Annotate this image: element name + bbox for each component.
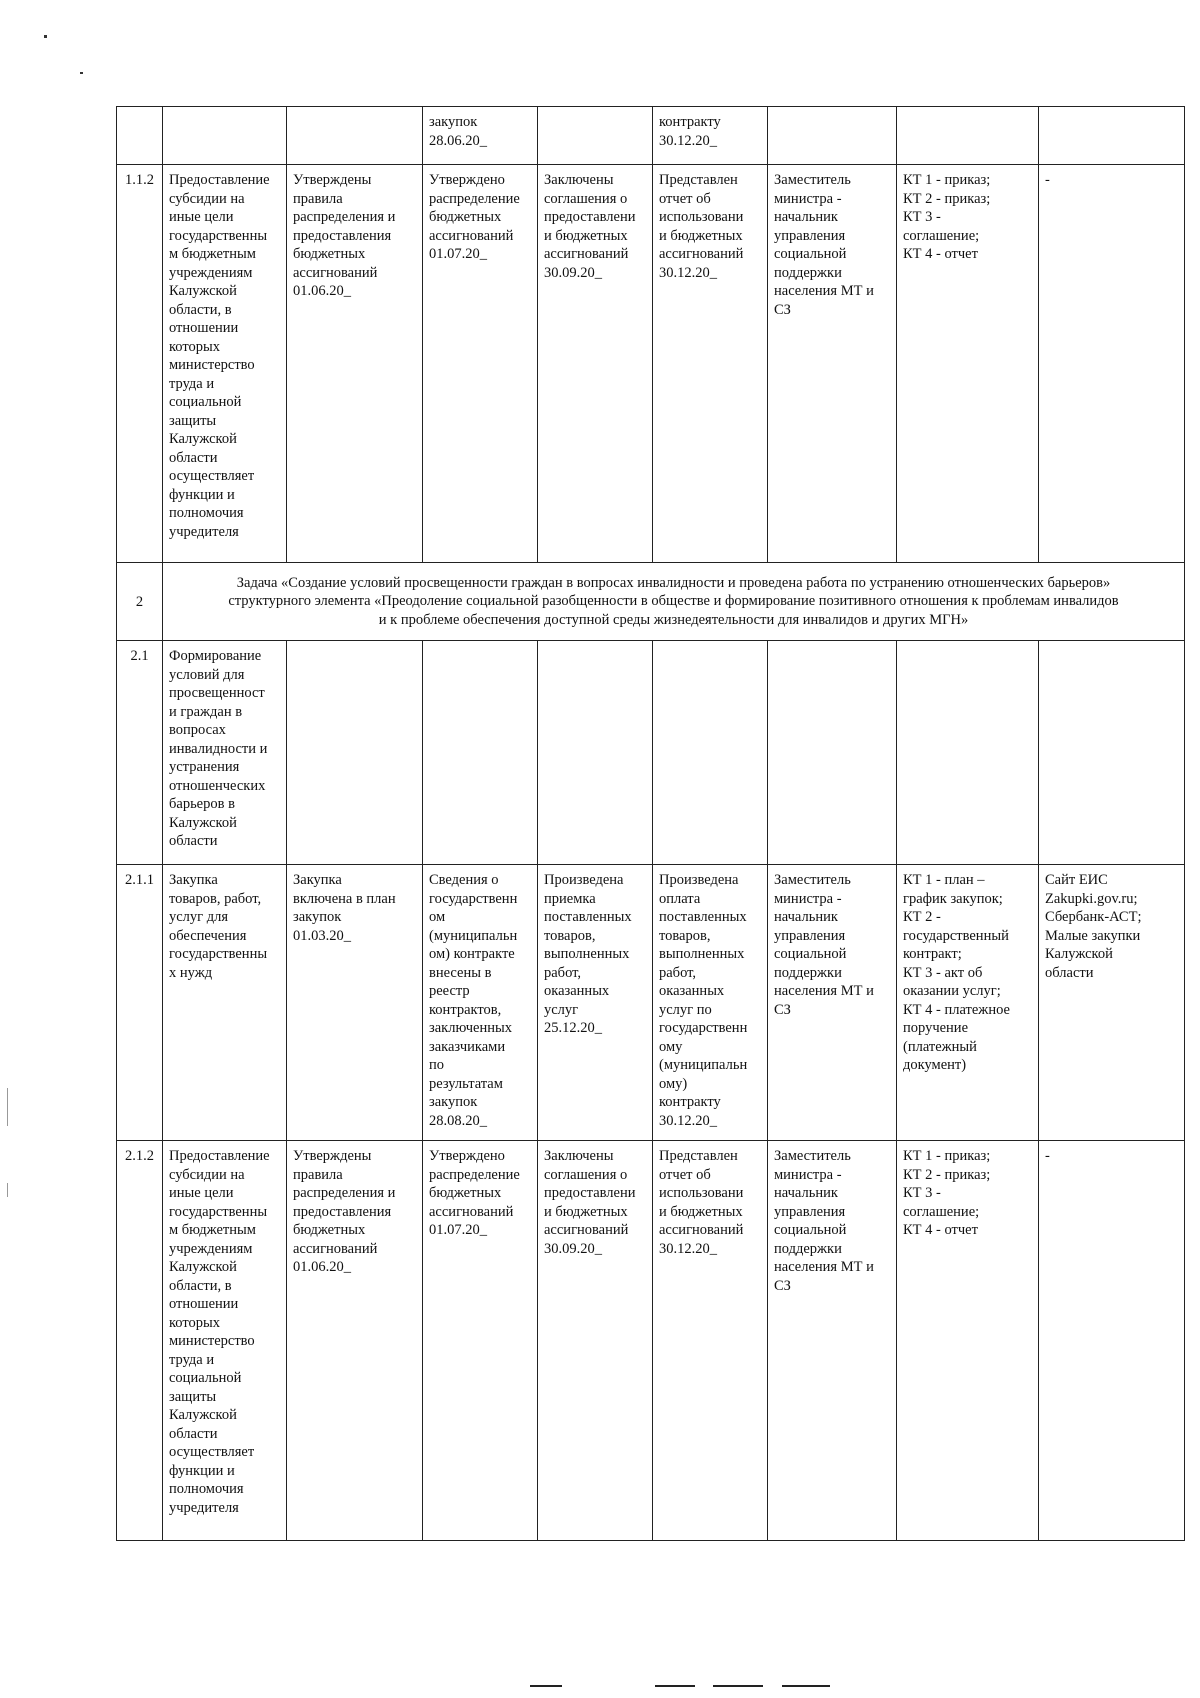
cell-num: 1.1.2 [117, 165, 163, 563]
cell-responsible [768, 107, 897, 165]
cell-line: Произведена [659, 872, 739, 888]
cell-line: Калужской [169, 283, 237, 299]
cell-line: закупок [429, 114, 478, 130]
cell-kt1 [287, 107, 423, 165]
cell-kt4 [653, 641, 768, 865]
cell-line: бюджетных [429, 1185, 502, 1201]
cell-docs [897, 641, 1039, 865]
cell-line: КТ 3 - [903, 1185, 941, 1201]
cell-line: государственный [903, 927, 1009, 944]
cell-line: труда и [169, 375, 215, 392]
cell-line: ассигнований [659, 1222, 744, 1238]
cell-line: полномочия [169, 505, 244, 521]
cell-docs [897, 107, 1039, 165]
cell-line: социальной [774, 246, 847, 262]
cell-line: контракту [659, 1094, 721, 1110]
cell-line: государственн [429, 890, 518, 907]
cell-line: соглашения о [544, 1166, 628, 1183]
cell-kt3 [538, 865, 653, 1141]
cell-line: социальной [169, 1370, 242, 1386]
cell-line: правила [293, 1166, 343, 1183]
cell-kt3 [538, 107, 653, 165]
cell-line: Утверждены [293, 172, 372, 188]
cell-line: 30.12.20_ [659, 264, 717, 281]
cell-line: Утверждено [429, 172, 505, 188]
cell-line: социальной [774, 1222, 847, 1238]
cell-line: заключенных [429, 1020, 512, 1036]
cell-line: оказанных [659, 983, 725, 999]
cell-line: ассигнований [293, 1240, 378, 1257]
task-description [163, 563, 1185, 641]
cell-line: государственны [169, 946, 268, 962]
cell-name [163, 865, 287, 1141]
cell-line: начальник [774, 209, 838, 225]
cell-line: осуществляет [169, 1444, 255, 1460]
cell-line: 25.12.20_ [544, 1020, 602, 1036]
cell-line: функции и [169, 486, 235, 503]
cell-line: 01.06.20_ [293, 283, 351, 299]
cell-line: работ, [544, 964, 581, 981]
cell-line: отношении [169, 1296, 239, 1312]
cell-line: поддержки [774, 964, 842, 981]
cell-line: иные цели [169, 209, 234, 225]
cell-line: КТ 3 - [903, 209, 941, 225]
table-row [117, 107, 1185, 165]
cell-line: реестр [429, 983, 470, 999]
cell-line: товаров, [659, 927, 711, 944]
cell-line: документ) [903, 1057, 967, 1073]
cell-line: выполненных [659, 946, 745, 962]
cell-line: правила [293, 190, 343, 207]
cell-line: услуг [544, 1001, 579, 1018]
cell-line: социальной [774, 946, 847, 962]
cell-line: учредителя [169, 1499, 239, 1516]
cell-line: 01.06.20_ [293, 1259, 351, 1275]
cell-line: соглашение; [903, 1203, 980, 1220]
table-row [117, 641, 1185, 865]
cell-line: распределения и [293, 1185, 396, 1201]
cell-line: населения МТ и [774, 283, 874, 299]
cell-line: отношении [169, 320, 239, 336]
cell-line: бюджетных [293, 1222, 366, 1238]
cell-line: труда и [169, 1351, 215, 1368]
table-row [117, 165, 1185, 563]
cell-line: ому) [659, 1075, 688, 1092]
scan-speck [7, 1088, 8, 1126]
cell-name [163, 641, 287, 865]
cell-line: м бюджетным [169, 1222, 256, 1238]
cell-kt1 [287, 1141, 423, 1541]
cell-line: области [169, 833, 218, 849]
cell-kt2 [423, 1141, 538, 1541]
cell-info [1039, 165, 1185, 563]
cell-name [163, 1141, 287, 1541]
cell-line: области [169, 1425, 218, 1442]
cell-line: вопросах [169, 722, 226, 738]
cell-name [163, 107, 287, 165]
scan-speck [44, 35, 47, 38]
cell-line: области, в [169, 301, 232, 318]
cell-kt4 [653, 865, 768, 1141]
cell-line: Сайт ЕИС [1045, 872, 1108, 888]
cell-line: КТ 2 - [903, 909, 941, 925]
cell-line: социальной [169, 394, 242, 410]
cell-line: заказчиками [429, 1038, 506, 1055]
cell-line: распределение [429, 190, 520, 207]
cell-line: ассигнований [544, 246, 629, 262]
cell-line: поддержки [774, 1240, 842, 1257]
cell-kt4 [653, 1141, 768, 1541]
cell-line: полномочия [169, 1481, 244, 1497]
cell-line: предоставлени [544, 209, 636, 225]
cell-kt2 [423, 865, 538, 1141]
implementation-plan-table [116, 106, 1185, 1541]
cell-line: КТ 2 - приказ; [903, 190, 991, 207]
cell-line: министра - [774, 1166, 842, 1183]
cell-line: оказанных [544, 983, 610, 999]
cell-line: 01.03.20_ [293, 927, 351, 944]
cell-line: СЗ [774, 1001, 791, 1018]
scan-mark [530, 1685, 562, 1687]
cell-line: Закупка [293, 872, 342, 888]
cell-kt3 [538, 165, 653, 563]
cell-line: 30.09.20_ [544, 1240, 602, 1257]
cell-line: КТ 1 - приказ; [903, 1148, 991, 1164]
cell-line: - [1045, 1148, 1050, 1164]
cell-line: инвалидности и [169, 740, 268, 757]
cell-line: области [1045, 964, 1094, 981]
cell-line: закупок [429, 1094, 478, 1110]
cell-kt1 [287, 641, 423, 865]
cell-line: график закупок; [903, 890, 1003, 907]
cell-line: иные цели [169, 1185, 234, 1201]
cell-line: - [1045, 172, 1050, 188]
cell-line: барьеров в [169, 796, 235, 812]
cell-line: Представлен [659, 1148, 738, 1164]
cell-line: Заключены [544, 1148, 614, 1164]
cell-line: КТ 1 - приказ; [903, 172, 991, 188]
cell-line: министерство [169, 357, 255, 373]
cell-line: защиты [169, 1388, 217, 1405]
cell-line: Калужской [169, 1407, 237, 1423]
table-row [117, 865, 1185, 1141]
cell-line: 01.07.20_ [429, 246, 487, 262]
cell-kt2 [423, 107, 538, 165]
cell-line: КТ 4 - отчет [903, 246, 978, 262]
cell-line: населения МТ и [774, 1259, 874, 1275]
cell-line: государственны [169, 1203, 268, 1220]
cell-line: поставленных [659, 909, 747, 925]
cell-line: ассигнований [544, 1222, 629, 1238]
cell-line: государственны [169, 227, 268, 244]
cell-line: области [169, 449, 218, 466]
cell-line: м бюджетным [169, 246, 256, 262]
cell-name [163, 165, 287, 563]
cell-line: 30.12.20_ [659, 1112, 717, 1129]
cell-line: товаров, [544, 927, 596, 944]
cell-line: Калужской [1045, 946, 1113, 962]
cell-line: поддержки [774, 264, 842, 281]
cell-responsible [768, 165, 897, 563]
cell-line: поставленных [544, 909, 632, 925]
cell-line: услуг по [659, 1001, 712, 1018]
cell-line: предоставления [293, 1203, 392, 1220]
cell-line: включена в план [293, 890, 396, 907]
cell-kt2 [423, 165, 538, 563]
cell-line: субсидии на [169, 1166, 245, 1183]
cell-num: 2.1.1 [117, 865, 163, 1141]
cell-line: использовани [659, 1185, 744, 1201]
cell-num: 2.1.2 [117, 1141, 163, 1541]
cell-line: условий для [169, 666, 245, 683]
cell-line: Предоставление [169, 1148, 270, 1164]
cell-line: 28.08.20_ [429, 1112, 487, 1129]
cell-line: субсидии на [169, 190, 245, 207]
cell-line: по [429, 1057, 445, 1073]
cell-docs [897, 1141, 1039, 1541]
cell-line: начальник [774, 909, 838, 925]
cell-line: КТ 1 - план – [903, 872, 985, 888]
cell-info [1039, 641, 1185, 865]
cell-line: приемка [544, 890, 596, 907]
cell-line: закупок [293, 909, 342, 925]
cell-line: и бюджетных [544, 1203, 628, 1220]
cell-line: ом) контракте [429, 946, 515, 962]
cell-line: просвещенност [169, 685, 265, 701]
table-row [117, 563, 1185, 641]
document-page [116, 106, 1185, 1541]
cell-line: функции и [169, 1462, 235, 1479]
cell-line: и граждан в [169, 703, 243, 720]
cell-line: отчет об [659, 1166, 711, 1183]
cell-docs [897, 165, 1039, 563]
cell-line: отчет об [659, 190, 711, 207]
cell-line: Сбербанк-АСТ; [1045, 909, 1142, 925]
cell-info [1039, 1141, 1185, 1541]
scan-mark [713, 1685, 763, 1687]
cell-line: распределение [429, 1166, 520, 1183]
cell-line: КТ 4 - платежное [903, 1001, 1010, 1018]
cell-line: предоставления [293, 227, 392, 244]
cell-line: ассигнований [429, 227, 514, 244]
cell-line: Калужской [169, 431, 237, 447]
cell-line: х нужд [169, 964, 213, 981]
cell-responsible [768, 641, 897, 865]
cell-responsible [768, 1141, 897, 1541]
cell-line: 01.07.20_ [429, 1222, 487, 1238]
cell-num: 2.1 [117, 641, 163, 865]
cell-line: Произведена [544, 872, 624, 888]
cell-line: министра - [774, 190, 842, 207]
cell-line: Zakupki.gov.ru; [1045, 890, 1138, 907]
scan-mark [782, 1685, 830, 1687]
cell-line: структурного элемента «Преодоление социальной разобщенности в обществе и формирование позитивного отношения к проблемам инвалидов [228, 593, 1119, 610]
cell-line: учреждениям [169, 264, 253, 281]
cell-line: которых [169, 338, 221, 355]
cell-line: КТ 4 - отчет [903, 1222, 978, 1238]
cell-line: СЗ [774, 1277, 791, 1294]
cell-line: оказании услуг; [903, 983, 1001, 999]
cell-line: ассигнований [659, 246, 744, 262]
cell-line: отношенческих [169, 777, 266, 794]
cell-line: 30.12.20_ [659, 132, 717, 149]
cell-line: Утверждены [293, 1148, 372, 1164]
cell-line: осуществляет [169, 468, 255, 484]
cell-line: ассигнований [293, 264, 378, 281]
cell-line: КТ 2 - приказ; [903, 1166, 991, 1183]
cell-line: КТ 3 - акт об [903, 964, 983, 981]
cell-line: учредителя [169, 523, 239, 540]
cell-kt4 [653, 165, 768, 563]
scan-speck [80, 72, 83, 74]
cell-line: и к проблеме обеспечения доступной среды жизнедеятельности для инвалидов и других МГН» [378, 611, 969, 628]
cell-line: устранения [169, 759, 240, 775]
cell-line: распределения и [293, 209, 396, 225]
cell-line: и бюджетных [544, 227, 628, 244]
cell-line: управления [774, 927, 846, 944]
cell-line: товаров, работ, [169, 890, 262, 907]
cell-kt1 [287, 865, 423, 1141]
cell-line: 30.12.20_ [659, 1240, 717, 1257]
cell-line: защиты [169, 412, 217, 429]
table-row [117, 1141, 1185, 1541]
cell-line: 30.09.20_ [544, 264, 602, 281]
cell-line: Закупка [169, 872, 218, 888]
cell-line: Задача «Создание условий просвещенности граждан в вопросах инвалидности и проведена работа по устранению отношенческих барьеров» [236, 574, 1111, 591]
cell-line: (муниципальн [429, 927, 518, 944]
cell-line: услуг для [169, 909, 229, 925]
cell-line: государственн [659, 1020, 748, 1036]
cell-line: Заместитель [774, 1148, 851, 1164]
cell-line: и бюджетных [659, 227, 743, 244]
cell-line: предоставлени [544, 1185, 636, 1201]
cell-line: работ, [659, 964, 696, 981]
cell-line: Представлен [659, 172, 738, 188]
cell-line: Предоставление [169, 172, 270, 188]
cell-line: оплата [659, 890, 701, 907]
cell-line: (платежный [903, 1038, 977, 1055]
cell-line: Заключены [544, 172, 614, 188]
cell-kt4 [653, 107, 768, 165]
cell-line: бюджетных [429, 209, 502, 225]
cell-line: Заместитель [774, 172, 851, 188]
scan-mark [655, 1685, 695, 1687]
scan-speck [7, 1183, 8, 1197]
cell-line: поручение [903, 1020, 969, 1036]
cell-line: выполненных [544, 946, 630, 962]
cell-kt3 [538, 1141, 653, 1541]
cell-line: населения МТ и [774, 983, 874, 999]
cell-line: области, в [169, 1277, 232, 1294]
cell-line: министерство [169, 1333, 255, 1349]
cell-line: учреждениям [169, 1240, 253, 1257]
cell-line: обеспечения [169, 927, 247, 944]
cell-line: СЗ [774, 301, 791, 318]
cell-line: ом [429, 909, 446, 925]
cell-line: управления [774, 227, 846, 244]
cell-line: ассигнований [429, 1203, 514, 1220]
cell-line: использовани [659, 209, 744, 225]
cell-line: контракту [659, 114, 721, 130]
cell-line: министра - [774, 890, 842, 907]
cell-line: контрактов, [429, 1001, 502, 1018]
cell-kt3 [538, 641, 653, 865]
cell-line: управления [774, 1203, 846, 1220]
cell-line: Сведения о [429, 872, 499, 888]
cell-line: 28.06.20_ [429, 132, 487, 149]
cell-responsible [768, 865, 897, 1141]
cell-line: начальник [774, 1185, 838, 1201]
cell-info [1039, 865, 1185, 1141]
cell-line: соглашения о [544, 190, 628, 207]
cell-line: и бюджетных [659, 1203, 743, 1220]
cell-line: соглашение; [903, 227, 980, 244]
cell-line: Малые закупки [1045, 927, 1141, 944]
cell-docs [897, 865, 1039, 1141]
cell-line: Калужской [169, 814, 237, 831]
cell-line: результатам [429, 1075, 503, 1092]
cell-kt1 [287, 165, 423, 563]
cell-line: Утверждено [429, 1148, 505, 1164]
cell-line: ому [659, 1038, 683, 1055]
cell-info [1039, 107, 1185, 165]
cell-line: (муниципальн [659, 1057, 748, 1073]
cell-kt2 [423, 641, 538, 865]
cell-line: которых [169, 1314, 221, 1331]
cell-line: Калужской [169, 1259, 237, 1275]
cell-line: контракт; [903, 946, 962, 962]
cell-line: бюджетных [293, 246, 366, 262]
cell-num: 2 [117, 563, 163, 641]
cell-line: Заместитель [774, 872, 851, 888]
cell-line: внесены в [429, 964, 492, 981]
cell-num [117, 107, 163, 165]
cell-line: Формирование [169, 648, 262, 664]
